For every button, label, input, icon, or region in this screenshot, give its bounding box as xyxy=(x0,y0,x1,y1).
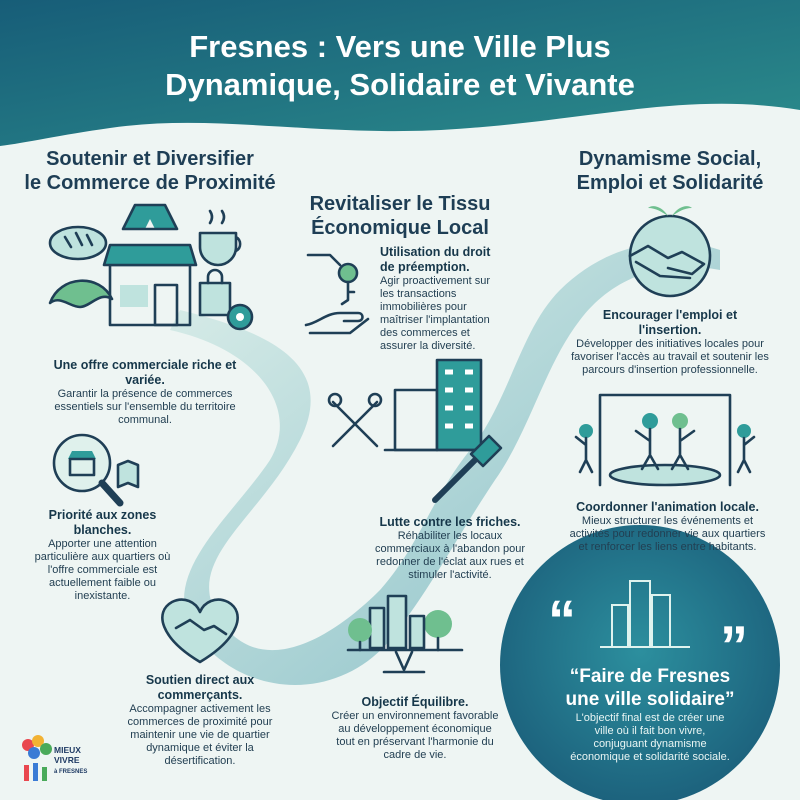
section-title-commerce xyxy=(20,147,280,195)
commerce-illustration xyxy=(40,195,270,345)
item-title: Lutte contre les friches. xyxy=(379,515,521,529)
bread-icon xyxy=(50,227,106,259)
logo xyxy=(18,735,118,790)
item-text: Agir proactivement sur les transactions immobilières pour maîtriser l'implantation des commerces et assurer la diversité. xyxy=(380,275,491,352)
coffee-icon xyxy=(200,211,240,265)
stage-people-icon xyxy=(570,385,760,495)
quote-title: “Faire de Fresnes une ville solidaire” xyxy=(565,666,735,710)
section-title-line: Économique Local xyxy=(311,217,489,239)
item-text: Développer des initiatives locales pour favoriser l'accès au travail et soutenir les parcours d'insertion professionnelle. xyxy=(571,338,769,376)
section-title-line: Emploi et Solidarité xyxy=(576,172,764,194)
item-title: Coordonner l'animation locale. xyxy=(576,500,759,514)
item-text: Garantir la présence de commerces essentiels sur l'ensemble du territoire communal. xyxy=(54,388,236,426)
heart-handshake-icon xyxy=(150,590,250,670)
section-title-line: Dynamisme Social, xyxy=(578,148,762,170)
family-tree-icon xyxy=(18,735,54,785)
item-title: Utilisation du droit de préemption. xyxy=(380,245,491,274)
skyline-icon xyxy=(600,575,690,650)
item-title: Encourager l'emploi et l'insertion. xyxy=(602,308,738,337)
bag-icon xyxy=(200,270,230,315)
item-objectif-equilibre xyxy=(330,695,500,762)
section-title-economie xyxy=(295,192,505,240)
item-offre-commerciale xyxy=(50,358,240,427)
section-title-line: Soutenir et Diversifier xyxy=(46,148,254,170)
item-soutien-commercants xyxy=(110,673,290,768)
revitalisation-illustration xyxy=(325,350,525,510)
buildings-icon xyxy=(385,360,495,450)
section-title-line: le Commerce de Proximité xyxy=(24,172,276,194)
croissant-icon xyxy=(50,281,112,307)
logo-line-1: MIEUX xyxy=(54,745,81,755)
item-friches xyxy=(370,515,530,582)
quote-text: L'objectif final est de créer une ville où il fait bon vivre, conjuguant dynamisme économique et solidarité sociale. xyxy=(570,712,730,763)
item-text: Réhabiliter les locaux commerciaux à l'abandon pour redonner de l'éclat aux rues et stimuler l'activité. xyxy=(374,530,526,581)
page-title xyxy=(0,28,800,104)
section-title-social xyxy=(555,147,785,195)
tools-icon xyxy=(329,394,381,446)
title-line-1: Fresnes : Vers une Ville Plus xyxy=(189,29,611,64)
magnifier-shop-icon xyxy=(40,425,150,515)
item-zones-blanches xyxy=(20,508,185,603)
section-title-line: Revitaliser le Tissu xyxy=(309,193,491,215)
logo-line-2: VIVRE xyxy=(54,755,80,765)
balance-icon xyxy=(340,590,470,680)
item-droit-preemption xyxy=(380,245,505,353)
item-title: Une offre commerciale riche et variée. xyxy=(53,358,237,387)
item-title: Priorité aux zones blanches. xyxy=(48,508,157,537)
item-emploi-insertion xyxy=(570,308,770,377)
handshake-gear-icon xyxy=(610,200,730,300)
quote-open-mark: “ xyxy=(548,588,576,651)
gear-icon xyxy=(228,305,252,329)
item-title: Objectif Équilibre. xyxy=(361,695,469,709)
item-text: Mieux structurer les événements et activités pour redonner vie aux quartiers et renforcer les liens entre habitants. xyxy=(569,515,766,553)
item-animation-locale xyxy=(565,500,770,554)
shop-icon xyxy=(104,245,196,325)
pharmacy-icon xyxy=(123,205,177,229)
title-line-2: Dynamique, Solidaire et Vivante xyxy=(165,67,635,102)
item-text: Apporter une attention particulière aux quartiers où l'offre commerciale est actuellement faible ou inexistante. xyxy=(34,538,171,602)
item-text: Créer un environnement favorable au développement économique tout en préservant l'harmonie du cadre de vie. xyxy=(331,710,499,761)
quote-close-mark: ” xyxy=(720,614,748,677)
logo-line-3: à FRESNES xyxy=(54,769,88,775)
item-text: Accompagner activement les commerces de proximité pour maintenir une vie de quartier dynamique et éviter la désertification. xyxy=(127,703,273,767)
item-title: Soutien direct aux commerçants. xyxy=(145,673,255,702)
key-hand-icon xyxy=(300,245,380,340)
